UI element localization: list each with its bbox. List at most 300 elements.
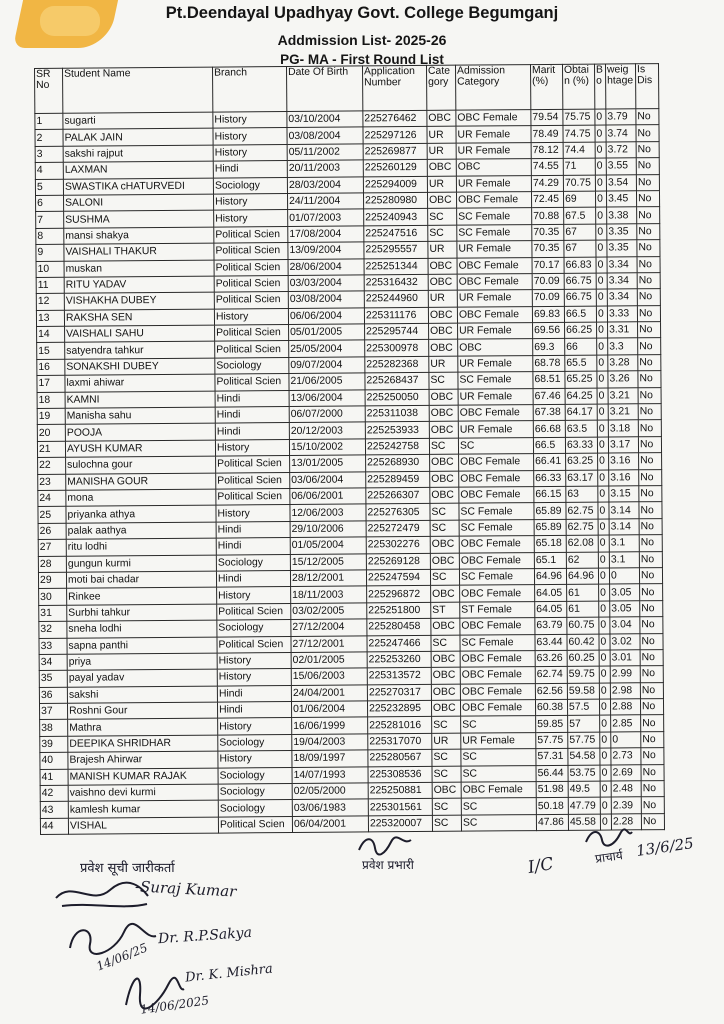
table-cell: muskan bbox=[64, 260, 214, 278]
table-cell: 74.55 bbox=[531, 159, 563, 176]
table-cell: 0 bbox=[596, 207, 607, 223]
table-cell: SC bbox=[461, 749, 536, 766]
table-cell: OBC bbox=[427, 192, 456, 209]
table-cell: 61 bbox=[567, 584, 599, 601]
table-cell: 66.5 bbox=[533, 437, 565, 454]
table-cell: 225294009 bbox=[363, 176, 427, 193]
table-cell: OBC bbox=[456, 159, 531, 176]
table-cell: OBC Female bbox=[461, 782, 536, 799]
table-cell: OBC bbox=[458, 339, 533, 356]
table-cell: 16/06/1999 bbox=[292, 717, 368, 734]
column-header: Application Number bbox=[362, 65, 426, 111]
table-cell: 19/04/2003 bbox=[292, 734, 368, 751]
table-cell: Hindi bbox=[217, 702, 291, 719]
table-cell: UR Female bbox=[458, 323, 533, 340]
table-cell: 3.34 bbox=[607, 289, 637, 306]
table-cell: 59.58 bbox=[567, 683, 599, 700]
table-cell: priyanka athya bbox=[66, 505, 216, 523]
table-cell: 5 bbox=[35, 179, 63, 196]
table-cell: History bbox=[218, 718, 292, 735]
table-cell: VISHAKHA DUBEY bbox=[64, 292, 214, 310]
table-cell: 225311176 bbox=[364, 307, 428, 324]
table-cell: 23 bbox=[38, 474, 66, 491]
table-cell: 225311038 bbox=[365, 405, 429, 422]
table-cell: 3.14 bbox=[609, 519, 639, 536]
table-cell: 3.1 bbox=[609, 535, 639, 552]
table-cell: 225317070 bbox=[368, 733, 432, 750]
table-cell: 27/12/2001 bbox=[291, 635, 367, 652]
column-header: Is Dis bbox=[635, 64, 658, 109]
table-cell: 225316432 bbox=[364, 274, 428, 291]
table-cell: 57.75 bbox=[536, 732, 568, 749]
table-cell: 31 bbox=[39, 605, 67, 622]
column-header: Branch bbox=[212, 67, 286, 113]
table-cell: 64.96 bbox=[566, 568, 598, 585]
table-cell: SC Female bbox=[459, 519, 534, 536]
table-cell: 3.05 bbox=[610, 600, 640, 617]
table-cell: 0 bbox=[599, 666, 610, 682]
table-cell: 3.16 bbox=[609, 453, 639, 470]
signature-suraj: -Suraj Kumar bbox=[134, 877, 237, 901]
table-cell: 3 bbox=[35, 146, 63, 163]
table-cell: 62.08 bbox=[566, 535, 598, 552]
signature-k-mishra: Dr. K. Mishra bbox=[184, 961, 274, 986]
table-cell: 65.25 bbox=[565, 371, 597, 388]
table-cell: Political Scien bbox=[217, 636, 291, 653]
table-cell: 66.68 bbox=[533, 421, 565, 438]
table-cell: 41 bbox=[40, 769, 68, 786]
table-cell: 0 bbox=[611, 732, 641, 749]
table-cell: 62.75 bbox=[566, 502, 598, 519]
table-cell: 225247516 bbox=[364, 225, 428, 242]
table-cell: No bbox=[639, 518, 662, 535]
table-cell: 0 bbox=[597, 355, 608, 371]
table-cell: 0 bbox=[600, 814, 611, 830]
table-cell: 0 bbox=[600, 765, 611, 781]
table-cell: sneha lodhi bbox=[67, 620, 217, 638]
table-cell: No bbox=[641, 781, 664, 798]
table-cell: No bbox=[641, 764, 664, 781]
table-cell: 65.18 bbox=[534, 535, 566, 552]
table-cell: 13/09/2004 bbox=[288, 242, 364, 259]
table-cell: SC bbox=[461, 765, 536, 782]
table-cell: No bbox=[638, 338, 661, 355]
table-cell: SC bbox=[432, 815, 461, 832]
table-cell: 0 bbox=[597, 322, 608, 338]
table-cell: 19 bbox=[37, 408, 65, 425]
table-cell: Political Scien bbox=[217, 603, 291, 620]
table-cell: 225253260 bbox=[367, 651, 431, 668]
table-cell: 69.56 bbox=[533, 322, 565, 339]
table-cell: 6 bbox=[36, 195, 64, 212]
table-cell: 15/12/2005 bbox=[290, 553, 366, 570]
table-cell: 30 bbox=[39, 589, 67, 606]
table-cell: 0 bbox=[595, 191, 606, 207]
signature-scribble-2 bbox=[64, 918, 160, 962]
table-cell: 225266307 bbox=[366, 487, 430, 504]
table-cell: 62 bbox=[566, 552, 598, 569]
table-cell: 225240943 bbox=[364, 209, 428, 226]
table-cell: Political Scien bbox=[214, 243, 288, 260]
table-cell: No bbox=[638, 354, 661, 371]
table-cell: 225250881 bbox=[368, 782, 432, 799]
table-cell: 3.55 bbox=[606, 158, 636, 175]
table-cell: 3.79 bbox=[606, 109, 636, 126]
table-cell: 225295744 bbox=[365, 323, 429, 340]
table-cell: 2.98 bbox=[610, 682, 640, 699]
table-cell: 42 bbox=[40, 785, 68, 802]
table-cell: SC bbox=[428, 209, 457, 226]
table-cell: 32 bbox=[39, 621, 67, 638]
table-cell: 2 bbox=[35, 130, 63, 147]
table-cell: RAKSHA SEN bbox=[64, 309, 214, 327]
table-cell: UR Female bbox=[457, 290, 532, 307]
table-cell: 225297126 bbox=[363, 127, 427, 144]
table-cell: 0 bbox=[597, 437, 608, 453]
table-cell: 11 bbox=[36, 277, 64, 294]
table-cell: OBC Female bbox=[457, 274, 532, 291]
table-cell: 62.56 bbox=[535, 683, 567, 700]
table-cell: UR bbox=[429, 356, 458, 373]
table-cell: 225313572 bbox=[367, 668, 431, 685]
table-cell: priya bbox=[67, 653, 217, 671]
table-cell: 0 bbox=[595, 142, 606, 158]
table-cell: Hindi bbox=[215, 390, 289, 407]
table-cell: SC Female bbox=[458, 372, 533, 389]
table-cell: VAISHALI THAKUR bbox=[64, 243, 214, 261]
table-cell: 2.28 bbox=[611, 814, 641, 831]
table-cell: 63.5 bbox=[565, 421, 597, 438]
table-cell: 3.35 bbox=[607, 240, 637, 257]
table-cell: 70.09 bbox=[532, 290, 564, 307]
table-cell: 35 bbox=[39, 671, 67, 688]
table-cell: 3.04 bbox=[610, 617, 640, 634]
table-cell: No bbox=[640, 600, 663, 617]
table-cell: 63.44 bbox=[535, 634, 567, 651]
table-cell: 74.4 bbox=[563, 142, 595, 159]
table-cell: 63.26 bbox=[535, 650, 567, 667]
table-cell: sulochna gour bbox=[66, 456, 216, 474]
table-cell: 03/08/2004 bbox=[287, 127, 363, 144]
table-cell: 66 bbox=[565, 339, 597, 356]
table-cell: History bbox=[216, 505, 290, 522]
table-cell: 3.02 bbox=[610, 633, 640, 650]
table-cell: 0 bbox=[598, 486, 609, 502]
table-cell: 3.3 bbox=[608, 338, 638, 355]
table-cell: 14/07/1993 bbox=[292, 767, 368, 784]
table-cell: 0 bbox=[597, 420, 608, 436]
table-cell: 4 bbox=[35, 162, 63, 179]
table-cell: 3.45 bbox=[606, 191, 636, 208]
table-cell: SWASTIKA cHATURVEDI bbox=[63, 178, 213, 196]
table-cell: Hindi bbox=[217, 685, 291, 702]
table-cell: 15/10/2002 bbox=[289, 439, 365, 456]
table-cell: 0 bbox=[598, 552, 609, 568]
table-cell: Hindi bbox=[215, 423, 289, 440]
table-cell: 24/04/2001 bbox=[291, 685, 367, 702]
table-cell: History bbox=[214, 308, 288, 325]
table-cell: 71 bbox=[563, 158, 595, 175]
table-cell: 70.35 bbox=[532, 240, 564, 257]
table-cell: 2.88 bbox=[610, 699, 640, 716]
table-cell: 12 bbox=[36, 294, 64, 311]
table-cell: Hindi bbox=[215, 407, 289, 424]
table-cell: 60.25 bbox=[567, 650, 599, 667]
principal-label: प्राचार्य bbox=[594, 848, 624, 866]
table-cell: 17 bbox=[37, 376, 65, 393]
table-cell: No bbox=[638, 420, 661, 437]
table-cell: 225269128 bbox=[366, 553, 430, 570]
table-cell: 67.38 bbox=[533, 404, 565, 421]
table-cell: OBC bbox=[429, 323, 458, 340]
table-cell: 0 bbox=[600, 748, 611, 764]
table-cell: 03/02/2005 bbox=[291, 603, 367, 620]
table-cell: DEEPIKA SHRIDHAR bbox=[68, 735, 218, 753]
table-cell: 0 bbox=[599, 601, 610, 617]
table-cell: SC Female bbox=[459, 503, 534, 520]
table-cell: OBC bbox=[431, 618, 460, 635]
table-cell: Political Scien bbox=[214, 226, 288, 243]
table-cell: 05/01/2005 bbox=[289, 324, 365, 341]
table-cell: 225268930 bbox=[366, 455, 430, 472]
table-cell: 64.05 bbox=[535, 585, 567, 602]
table-cell: Sociology bbox=[218, 800, 292, 817]
table-cell: 03/10/2004 bbox=[287, 111, 363, 128]
table-cell: 06/07/2000 bbox=[289, 406, 365, 423]
signature-incharge bbox=[355, 832, 415, 858]
table-cell: No bbox=[640, 682, 663, 699]
table-cell: Hindi bbox=[213, 161, 287, 178]
table-cell: 69.83 bbox=[532, 306, 564, 323]
table-cell: History bbox=[217, 669, 291, 686]
table-cell: No bbox=[636, 174, 659, 191]
table-cell: 0 bbox=[598, 568, 609, 584]
table-cell: 24 bbox=[38, 490, 66, 507]
table-cell: 06/06/2004 bbox=[288, 308, 364, 325]
table-cell: 0 bbox=[595, 175, 606, 191]
signature-scribble-3 bbox=[118, 965, 188, 1013]
table-cell: 2.39 bbox=[611, 797, 641, 814]
table-cell: 64.25 bbox=[565, 388, 597, 405]
table-cell: 225268437 bbox=[365, 373, 429, 390]
table-cell: 0 bbox=[596, 224, 607, 240]
table-cell: 16 bbox=[37, 359, 65, 376]
table-cell: SC bbox=[432, 717, 461, 734]
table-cell: 59.75 bbox=[567, 666, 599, 683]
table-cell: Hindi bbox=[216, 521, 290, 538]
table-cell: Sociology bbox=[218, 784, 292, 801]
table-cell: palak aathya bbox=[66, 522, 216, 540]
table-cell: 63.79 bbox=[535, 617, 567, 634]
table-cell: 0 bbox=[600, 715, 611, 731]
table-cell: 49.5 bbox=[568, 781, 600, 798]
table-cell: UR bbox=[432, 733, 461, 750]
table-cell: PALAK JAIN bbox=[63, 128, 213, 146]
table-cell: 12/06/2003 bbox=[290, 504, 366, 521]
table-cell: 74.75 bbox=[563, 125, 595, 142]
table-cell: No bbox=[637, 256, 660, 273]
table-cell: 02/05/2000 bbox=[292, 783, 368, 800]
table-cell: OBC bbox=[429, 340, 458, 357]
table-cell: SC bbox=[429, 438, 458, 455]
table-cell: 18/11/2003 bbox=[291, 586, 367, 603]
table-cell: 38 bbox=[40, 720, 68, 737]
table-cell: No bbox=[640, 666, 663, 683]
table-cell: OBC bbox=[431, 684, 460, 701]
table-cell: 225302276 bbox=[366, 537, 430, 554]
table-cell: Political Scien bbox=[216, 472, 290, 489]
table-cell: SC bbox=[430, 520, 459, 537]
table-cell: 25/05/2004 bbox=[289, 340, 365, 357]
table-cell: Surbhi tahkur bbox=[67, 604, 217, 622]
table-cell: 03/08/2004 bbox=[288, 291, 364, 308]
table-cell: 70.75 bbox=[563, 175, 595, 192]
column-header: Admission Category bbox=[455, 65, 530, 111]
table-cell: 225296872 bbox=[367, 586, 431, 603]
table-cell: OBC bbox=[432, 782, 461, 799]
table-cell: OBC bbox=[428, 258, 457, 275]
table-cell: Political Scien bbox=[215, 341, 289, 358]
table-cell: 39 bbox=[40, 736, 68, 753]
table-body bbox=[35, 109, 665, 835]
table-cell: 09/07/2004 bbox=[289, 357, 365, 374]
table-cell: Brajesh Ahirwar bbox=[68, 751, 218, 769]
table-cell: 3.01 bbox=[610, 650, 640, 667]
table-cell: 0 bbox=[597, 371, 608, 387]
table-cell: No bbox=[641, 797, 664, 814]
column-header: Student Name bbox=[63, 67, 213, 113]
table-cell: UR Female bbox=[461, 732, 536, 749]
table-cell: 225244960 bbox=[364, 291, 428, 308]
table-cell: 65.1 bbox=[534, 552, 566, 569]
table-cell: 225270317 bbox=[367, 684, 431, 701]
table-cell: 03/03/2004 bbox=[288, 275, 364, 292]
table-cell: RITU YADAV bbox=[64, 276, 214, 294]
table-cell: 3.21 bbox=[608, 404, 638, 421]
table-cell: No bbox=[640, 584, 663, 601]
table-cell: 70.09 bbox=[532, 273, 564, 290]
table-cell: 20 bbox=[37, 425, 65, 442]
table-cell: 0 bbox=[599, 683, 610, 699]
table-cell: 33 bbox=[39, 638, 67, 655]
table-cell: 0 bbox=[596, 306, 607, 322]
table-cell: SC bbox=[429, 372, 458, 389]
table-cell: SC bbox=[461, 814, 536, 831]
table-cell: OBC bbox=[430, 553, 459, 570]
table-cell: Roshni Gour bbox=[67, 702, 217, 720]
table-cell: 0 bbox=[609, 568, 639, 585]
table-cell: 22 bbox=[38, 457, 66, 474]
table-cell: 3.15 bbox=[609, 486, 639, 503]
table-cell: 3.72 bbox=[606, 142, 636, 159]
table-cell: OBC bbox=[428, 307, 457, 324]
table-cell: OBC Female bbox=[460, 585, 535, 602]
table-cell: 66.33 bbox=[534, 470, 566, 487]
table-cell: 64.96 bbox=[534, 568, 566, 585]
table-cell: 29/10/2006 bbox=[290, 521, 366, 538]
table-cell: 63.33 bbox=[565, 437, 597, 454]
table-cell: No bbox=[637, 272, 660, 289]
table-cell: mona bbox=[66, 489, 216, 507]
table-cell: SC bbox=[432, 766, 461, 783]
table-cell: 8 bbox=[36, 228, 64, 245]
table-cell: History bbox=[218, 751, 292, 768]
table-cell: OBC Female bbox=[460, 650, 535, 667]
table-cell: Political Scien bbox=[214, 275, 288, 292]
table-cell: laxmi ahiwar bbox=[65, 374, 215, 392]
table-cell: 56.44 bbox=[536, 765, 568, 782]
table-cell: 3.28 bbox=[608, 355, 638, 372]
table-cell: 64.05 bbox=[535, 601, 567, 618]
table-cell: 67.46 bbox=[533, 388, 565, 405]
table-cell: 0 bbox=[599, 633, 610, 649]
table-cell: OBC bbox=[431, 651, 460, 668]
table-cell: No bbox=[639, 486, 662, 503]
table-cell: SC bbox=[432, 799, 461, 816]
table-cell: 0 bbox=[600, 781, 611, 797]
table-cell: Sociology bbox=[218, 734, 292, 751]
signature-principal bbox=[582, 826, 634, 850]
table-cell: No bbox=[638, 387, 661, 404]
table-cell: History bbox=[213, 193, 287, 210]
table-cell: 29 bbox=[38, 572, 66, 589]
table-cell: 2.69 bbox=[611, 764, 641, 781]
table-cell: 66.75 bbox=[564, 273, 596, 290]
table-cell: History bbox=[213, 112, 287, 129]
table-cell: 24/11/2004 bbox=[287, 193, 363, 210]
table-cell: No bbox=[638, 436, 661, 453]
table-cell: SC bbox=[458, 437, 533, 454]
table-cell: 26 bbox=[38, 523, 66, 540]
table-cell: OBC bbox=[430, 471, 459, 488]
table-cell: OBC Female bbox=[460, 618, 535, 635]
table-cell: SC Female bbox=[457, 224, 532, 241]
table-cell: Hindi bbox=[216, 538, 290, 555]
table-cell: 3.21 bbox=[608, 387, 638, 404]
table-cell: 36 bbox=[39, 687, 67, 704]
table-cell: 3.1 bbox=[609, 551, 639, 568]
table-cell: 59.85 bbox=[536, 716, 568, 733]
table-cell: Political Scien bbox=[214, 292, 288, 309]
table-cell: 06/04/2001 bbox=[292, 816, 368, 833]
table-cell: OBC bbox=[430, 454, 459, 471]
list-subtitle: PG- MA - First Round List bbox=[280, 52, 444, 67]
table-cell: 06/06/2001 bbox=[290, 488, 366, 505]
table-cell: No bbox=[639, 568, 662, 585]
table-cell: No bbox=[640, 699, 663, 716]
table-cell: satyendra tahkur bbox=[65, 342, 215, 360]
table-cell: Mathra bbox=[68, 719, 218, 737]
table-cell: sakshi rajput bbox=[63, 145, 213, 163]
table-cell: 60.38 bbox=[535, 699, 567, 716]
table-cell: History bbox=[213, 144, 287, 161]
table-cell: OBC Female bbox=[459, 487, 534, 504]
table-cell: OBC bbox=[429, 422, 458, 439]
table-cell: 225320007 bbox=[368, 815, 432, 832]
table-cell: 70.35 bbox=[532, 224, 564, 241]
table-cell: 57.5 bbox=[567, 699, 599, 716]
table-cell: OBC bbox=[427, 159, 456, 176]
table-cell: Sociology bbox=[213, 177, 287, 194]
table-cell: 20/11/2003 bbox=[287, 160, 363, 177]
table-cell: 63.25 bbox=[566, 453, 598, 470]
table-cell: 68.78 bbox=[533, 355, 565, 372]
column-header: B o bbox=[594, 64, 605, 109]
table-cell: AYUSH KUMAR bbox=[65, 440, 215, 458]
table-cell: OBC bbox=[428, 274, 457, 291]
table-cell: 0 bbox=[599, 584, 610, 600]
table-cell: No bbox=[640, 617, 663, 634]
